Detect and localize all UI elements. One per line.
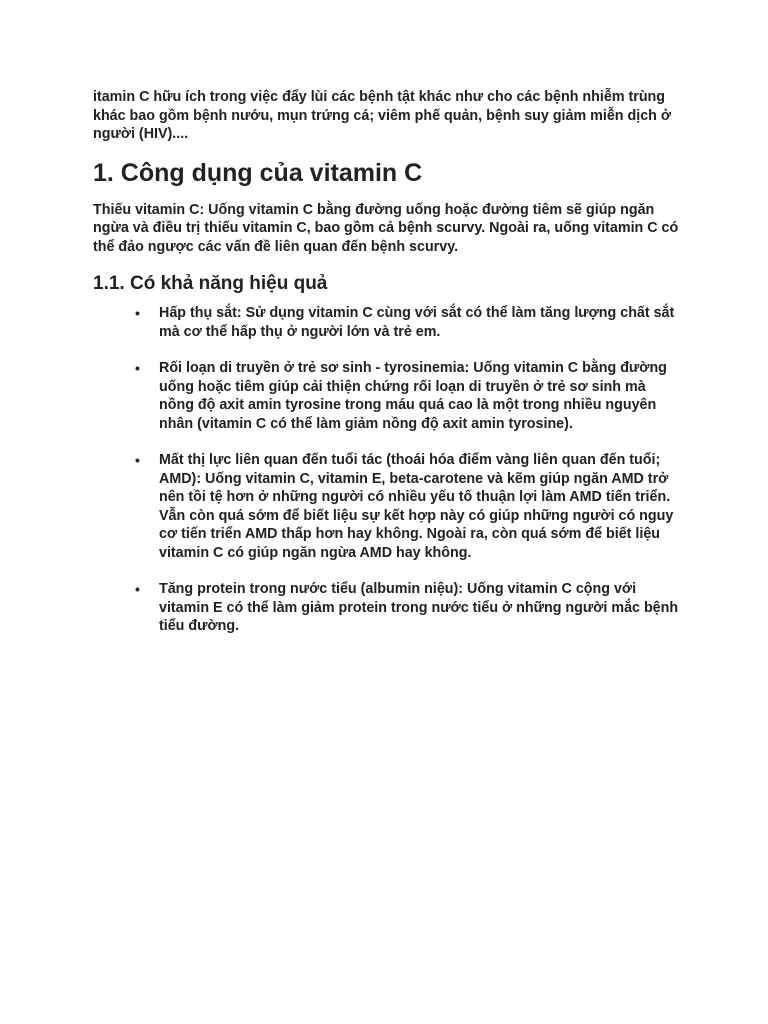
list-item-text: Rối loạn di truyền ở trẻ sơ sinh - tyrosinemia: Uống vitamin C bằng đường uống hoặc tiêm giúp cải thiện chứng rối loạn di truyền ở trẻ sơ sinh mà nồng độ axit amin tyrosine trong máu quá cao là một trong nhiều nguyên nhân (vitamin C có thể làm giảm nồng độ axit amin tyrosine).: [159, 360, 667, 432]
list-item-text: Hấp thụ sắt: Sử dụng vitamin C cùng với sắt có thể làm tăng lượng chất sắt mà cơ thể hấp thụ ở người lớn và trẻ em.: [159, 305, 675, 340]
list-item: [93, 451, 683, 562]
intro-paragraph: itamin C hữu ích trong việc đẩy lùi các bệnh tật khác như cho các bệnh nhiễm trùng khác bao gồm bệnh nướu, mụn trứng cá; viêm phế quản, bệnh suy giảm miễn dịch ở người (HIV)....: [93, 89, 672, 142]
benefits-list: [93, 304, 683, 636]
bullet-icon: •: [135, 452, 140, 468]
list-item-text: Tăng protein trong nước tiểu (albumin niệu): Uống vitamin C cộng với vitamin E có thể làm giảm protein trong nước tiểu ở những người mắc bệnh tiểu đường.: [159, 581, 679, 634]
bullet-icon: •: [135, 305, 140, 321]
list-item: [93, 359, 683, 433]
document-page: [93, 88, 683, 654]
section-paragraph: Thiếu vitamin C: Uống vitamin C bằng đường uống hoặc đường tiêm sẽ giúp ngăn ngừa và điều trị thiếu vitamin C, bao gồm cả bệnh scurvy. Ngoài ra, uống vitamin C có thể đảo ngược các vấn đề liên quan đến bệnh scurvy.: [93, 201, 679, 255]
list-item-text: Mất thị lực liên quan đến tuổi tác (thoái hóa điểm vàng liên quan đến tuổi; AMD): Uống vitamin C, vitamin E, beta-carotene và kẽm giúp ngăn AMD trở nên tồi tệ hơn ở những người có nhiều yếu tố thuận lợi làm AMD tiến triển. Vẫn còn quá sớm để biết liệu sự kết hợp này có giúp những người có nguy cơ tiến triển AMD thấp hơn hay không. Ngoài ra, còn quá sớm để biết liệu vitamin C có giúp ngăn ngừa AMD hay không.: [159, 452, 674, 561]
subsection-heading: 1.1. Có khả năng hiệu quả: [93, 273, 328, 294]
list-item: [93, 580, 683, 636]
section-heading: 1. Công dụng của vitamin C: [93, 158, 423, 187]
list-item: [93, 304, 683, 341]
bullet-icon: •: [135, 360, 140, 376]
bullet-icon: •: [135, 581, 140, 597]
